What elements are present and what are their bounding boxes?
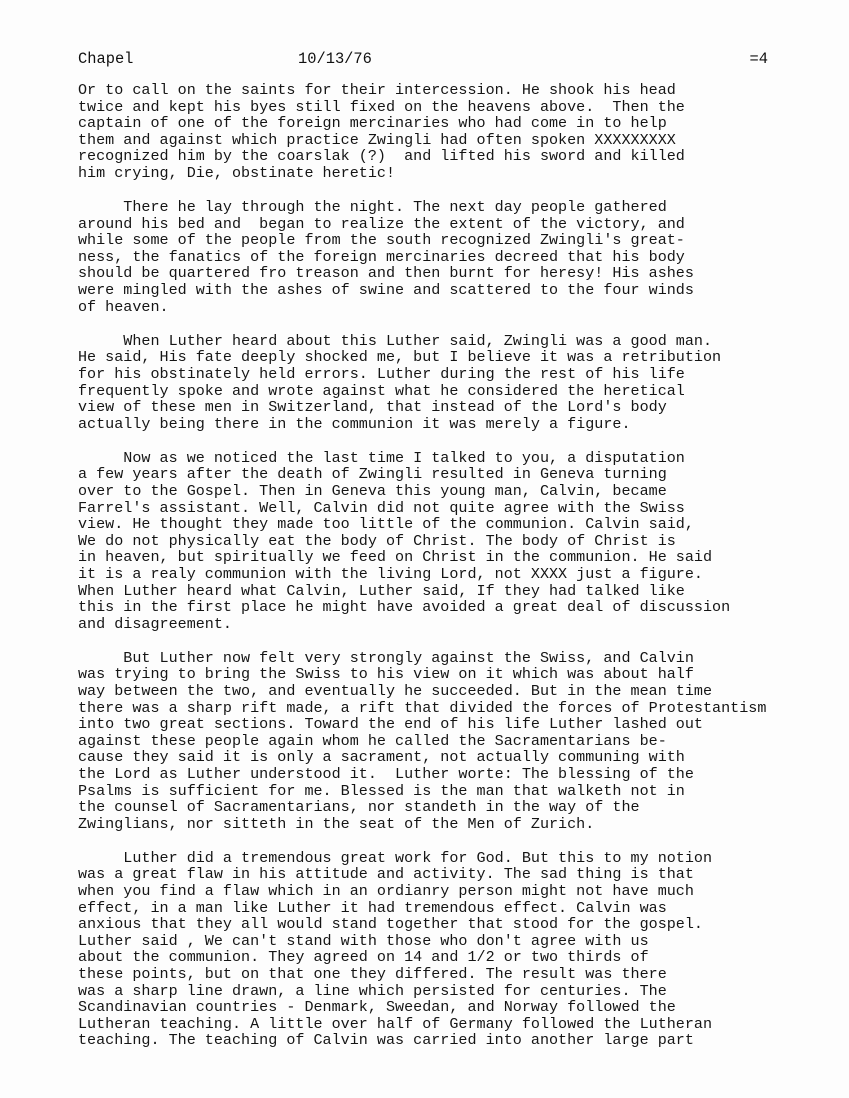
paragraph <box>78 82 848 182</box>
paragraph <box>78 850 848 1049</box>
text-line: Psalms is sufficient for me. Blessed is the man that walketh not in <box>78 781 685 800</box>
text-line: captain of one of the foreign mercinaries who had come in to help <box>78 114 667 133</box>
text-line: effect, in a man like Luther it had tremendous effect. Calvin was <box>78 898 667 917</box>
text-line: while some of the people from the south recognized Zwingli's great- <box>78 231 685 250</box>
text-line: these points, but on that one they differed. The result was there <box>78 965 667 983</box>
text-line: this in the first place he might have avoided a great deal of discussion <box>78 598 731 617</box>
header-date: 10/13/76 <box>298 50 372 68</box>
paragraph <box>78 333 848 433</box>
text-line: for his obstinately held errors. Luther during the rest of his life <box>78 364 685 383</box>
margin-mark <box>21 41 62 58</box>
text-line: When Luther heard what Calvin, Luther said, If they had talked like <box>78 581 685 600</box>
text-line: view of these men in Switzerland, that instead of the Lord's body <box>78 398 667 417</box>
text-line: were mingled with the ashes of swine and scattered to the four winds <box>78 281 694 300</box>
header-page-number: =4 <box>749 50 768 68</box>
text-line: around his bed and began to realize the extent of the victory, and <box>78 214 685 233</box>
text-line: of heaven. <box>78 297 169 316</box>
text-line: Now as we noticed the last time I talked to you, a disputation <box>78 448 685 467</box>
text-line: in heaven, but spiritually we feed on Christ in the communion. He said <box>78 548 713 567</box>
text-line: ness, the fanatics of the foreign mercinaries decreed that his body <box>78 247 685 266</box>
text-line: the Lord as Luther understood it. Luther worte: The blessing of the <box>78 764 694 783</box>
text-line: frequently spoke and wrote against what he considered the heretical <box>78 381 685 400</box>
text-line: twice and kept his byes still fixed on the heavens above. Then the <box>78 97 685 116</box>
text-line: Or to call on the saints for their intercession. He shook his head <box>78 81 676 99</box>
text-line: was a great flaw in his attitude and activity. The sad thing is that <box>78 865 694 884</box>
text-line: He said, His fate deeply shocked me, but I believe it was a retribution <box>78 348 722 367</box>
text-line: actually being there in the communion it was merely a figure. <box>78 414 631 433</box>
text-line: when you find a flaw which in an ordianry person might not have much <box>78 882 694 901</box>
text-line: But Luther now felt very strongly against the Swiss, and Calvin <box>78 648 694 667</box>
text-line: it is a realy communion with the living Lord, not XXXX just a figure. <box>78 564 703 583</box>
text-line: Lutheran teaching. A little over half of Germany followed the Lutheran <box>78 1014 713 1033</box>
text-line: We do not physically eat the body of Christ. The body of Christ is <box>78 531 676 550</box>
text-line: cause they said it is only a sacrament, not actually communing with <box>78 748 685 767</box>
text-line: Farrel's assistant. Well, Calvin did not quite agree with the Swiss <box>78 498 685 517</box>
text-line: them and against which practice Zwingli had often spoken XXXXXXXXX <box>78 130 676 149</box>
text-line: there was a sharp rift made, a rift that divided the forces of Protestantism <box>78 698 767 717</box>
paragraph <box>78 450 848 633</box>
text-line: the counsel of Sacramentarians, nor standeth in the way of the <box>78 798 640 817</box>
text-line: Zwinglians, nor sitteth in the seat of the Men of Zurich. <box>78 814 595 833</box>
document-body <box>78 82 848 1066</box>
paragraph <box>78 199 848 315</box>
text-line: There he lay through the night. The next day people gathered <box>78 198 667 217</box>
text-line: was a sharp line drawn, a line which persisted for centuries. The <box>78 981 667 1000</box>
text-line: into two great sections. Toward the end of his life Luther lashed out <box>78 715 703 734</box>
text-line: way between the two, and eventually he succeeded. But in the mean time <box>78 682 713 700</box>
text-line: against these people again whom he called the Sacramentarians be- <box>78 731 667 750</box>
header-title: Chapel <box>78 50 134 68</box>
text-line: view. He thought they made too little of the communion. Calvin said, <box>78 515 694 534</box>
text-line: and disagreement. <box>78 614 232 633</box>
text-line: Luther did a tremendous great work for God. But this to my notion <box>78 848 713 867</box>
page-header <box>78 50 768 70</box>
text-line: Luther said , We can't stand with those who don't agree with us <box>78 931 649 950</box>
text-line: anxious that they all would stand together that stood for the gospel. <box>78 915 703 934</box>
text-line: should be quartered fro treason and then burnt for heresy! His ashes <box>78 264 694 283</box>
text-line: recognized him by the coarslak (?) and lifted his sword and killed <box>78 147 685 166</box>
text-line: was trying to bring the Swiss to his view on it which was about half <box>78 665 694 684</box>
text-line: about the communion. They agreed on 14 and 1/2 or two thirds of <box>78 948 649 967</box>
text-line: teaching. The teaching of Calvin was carried into another large part <box>78 1031 694 1050</box>
text-line: over to the Gospel. Then in Geneva this young man, Calvin, became <box>78 481 667 500</box>
text-line: When Luther heard about this Luther said, Zwingli was a good man. <box>78 331 713 350</box>
paragraph <box>78 650 848 833</box>
text-line: Scandinavian countries - Denmark, Sweedan, and Norway followed the <box>78 998 676 1017</box>
text-line: a few years after the death of Zwingli resulted in Geneva turning <box>78 465 667 484</box>
text-line: him crying, Die, obstinate heretic! <box>78 163 396 182</box>
